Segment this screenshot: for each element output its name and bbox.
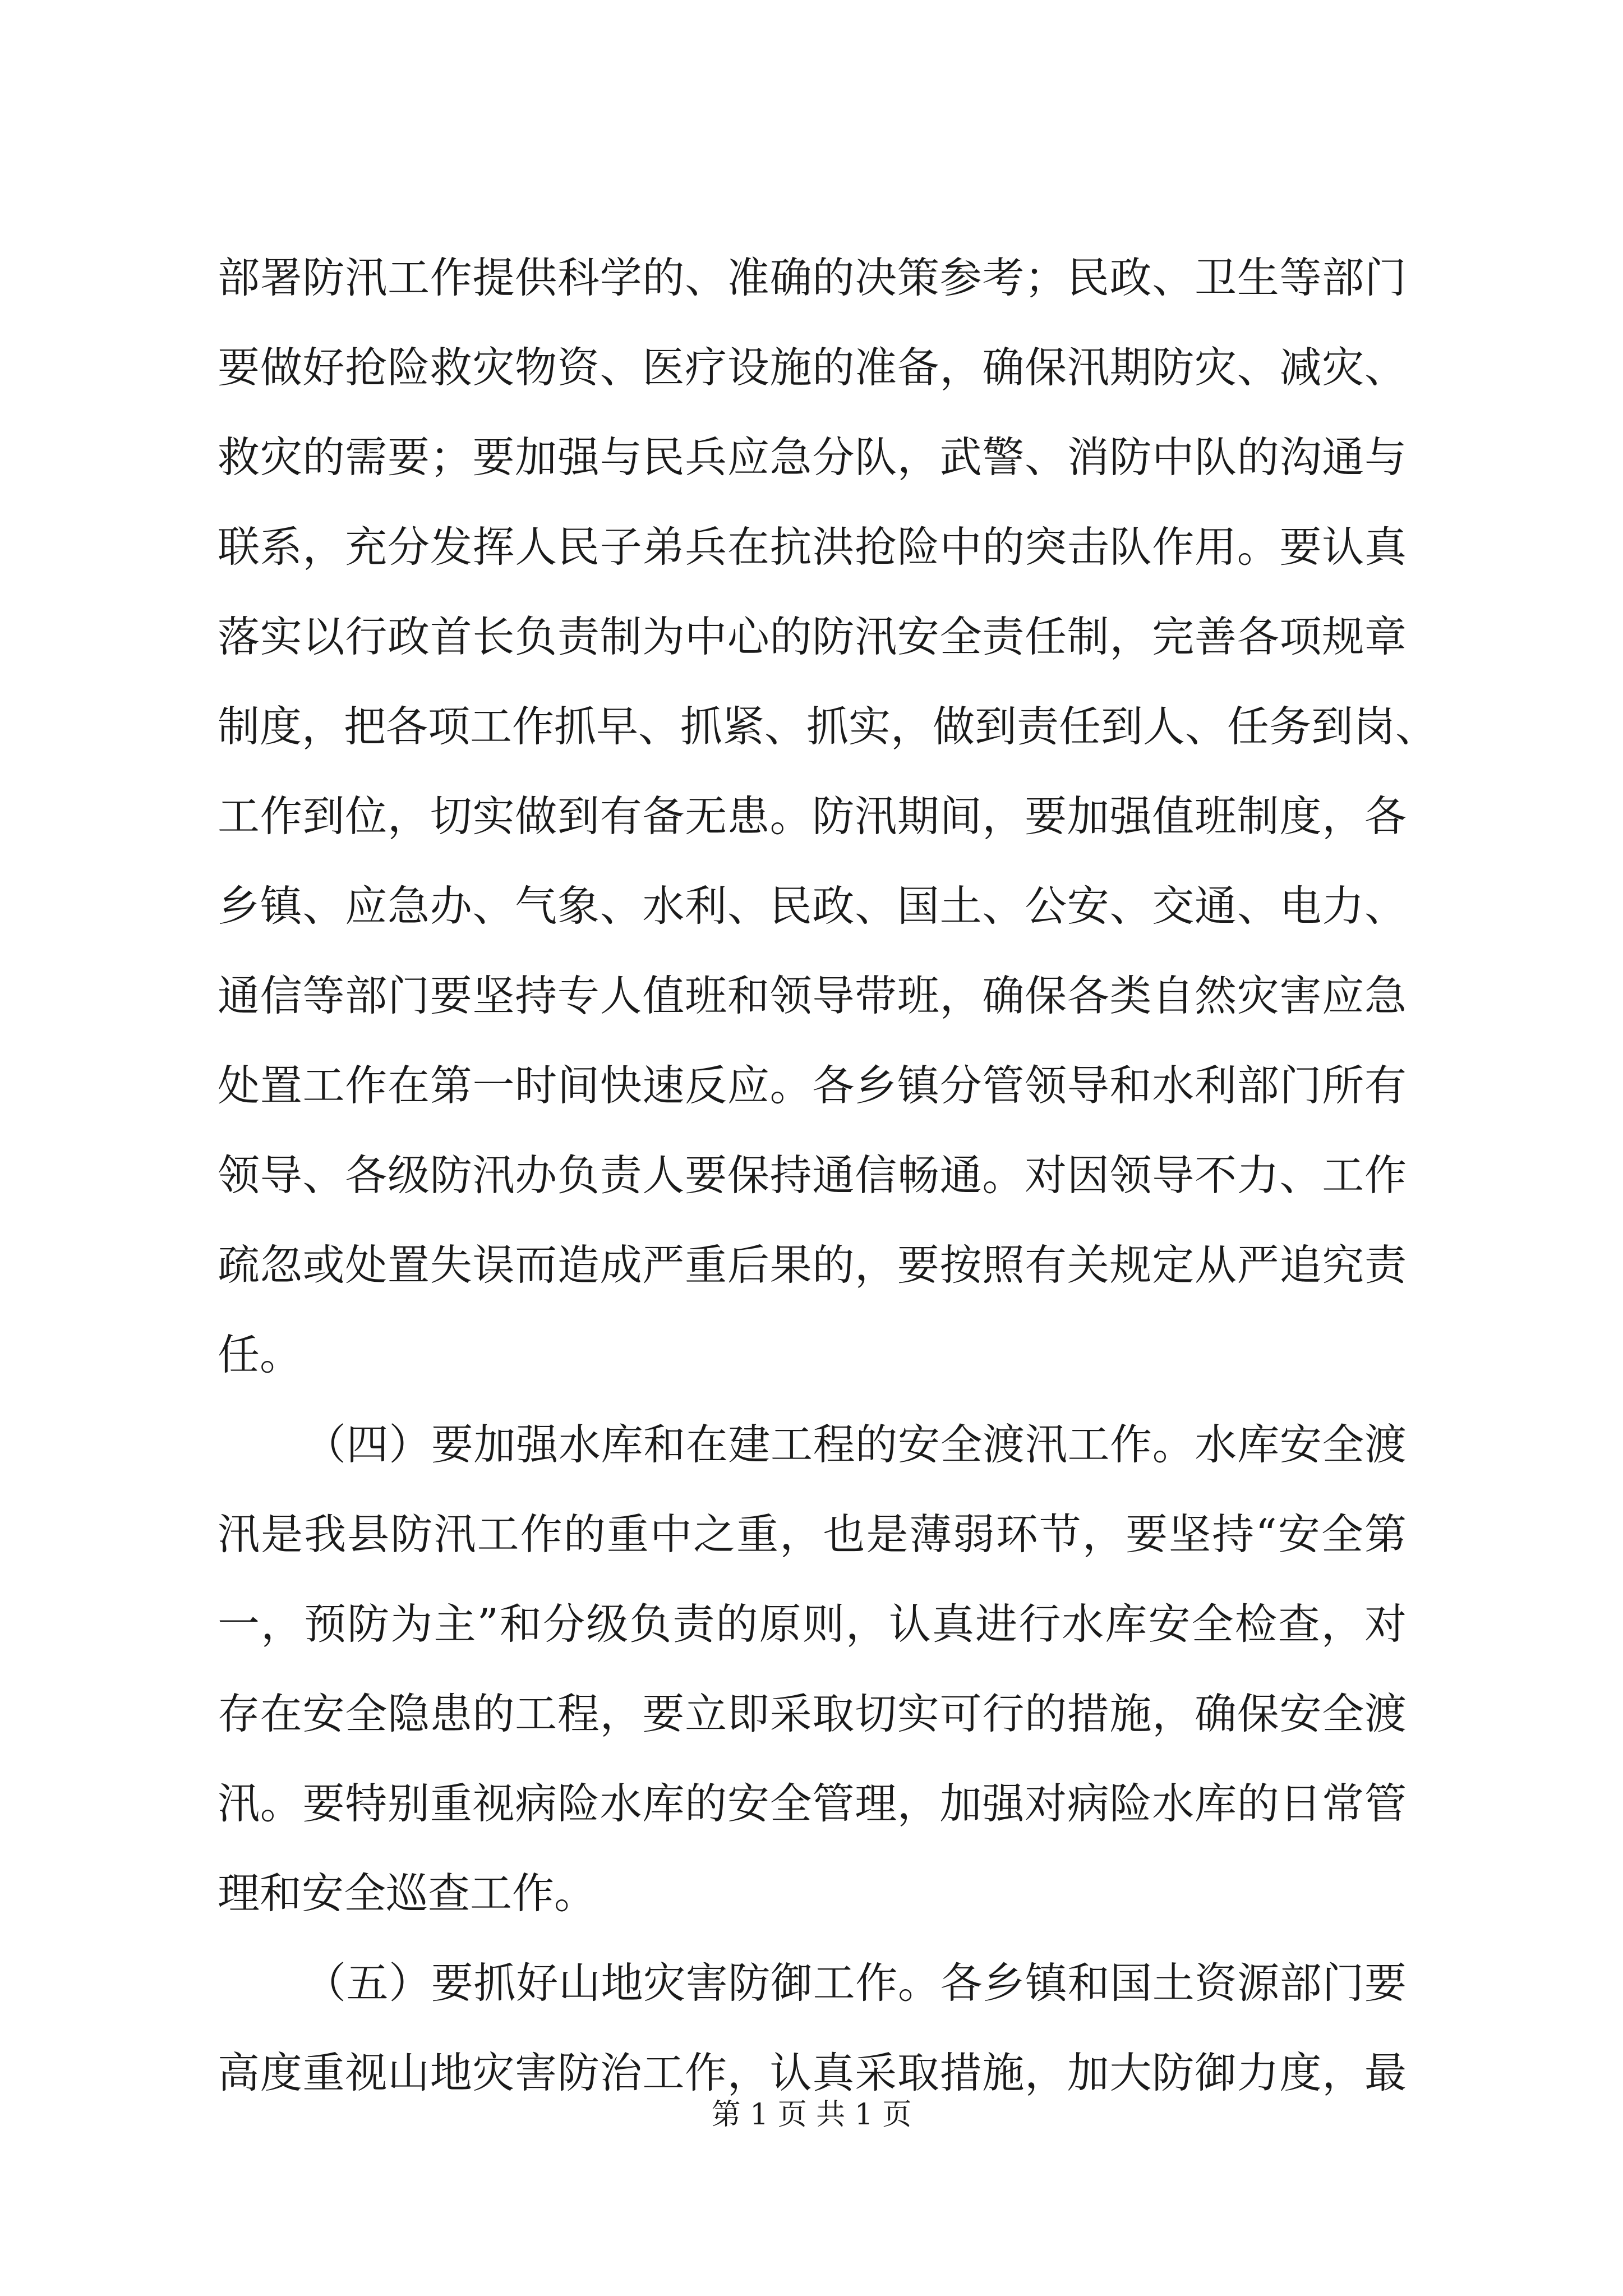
body-text-line: 存在安全隐患的工程，要立即采取切实可行的措施，确保安全渡 [218,1689,1407,1738]
body-text-line: 一，预防为主”和分级负责的原则，认真进行水库安全检查，对 [218,1599,1407,1649]
body-text-line: 疏忽或处置失误而造成严重后果的，要按照有关规定从严追究责 [218,1240,1407,1290]
body-text-line: 汛。要特别重视病险水库的安全管理，加强对病险水库的日常管 [218,1779,1407,1828]
body-text-line: 部署防汛工作提供科学的、准确的决策参考；民政、卫生等部门 [218,253,1407,302]
page-footer: 第 1 页 共 1 页 [711,2098,912,2132]
body-text-line: 要做好抢险救灾物资、医疗设施的准备，确保汛期防灾、减灾、 [218,343,1407,392]
body-text-line: 乡镇、应急办、气象、水利、民政、国土、公安、交通、电力、 [218,881,1407,931]
body-text-line: 领导、各级防汛办负责人要保持通信畅通。对因领导不力、工作 [218,1151,1407,1200]
paragraph-heading-line: （四）要加强水库和在建工程的安全渡汛工作。水库安全渡 [304,1420,1407,1469]
body-text-line: 通信等部门要坚持专人值班和领导带班，确保各类自然灾害应急 [218,971,1407,1020]
body-text-line: 汛是我县防汛工作的重中之重，也是薄弱环节，要坚持“安全第 [218,1510,1407,1559]
body-text-line: 工作到位，切实做到有备无患。防汛期间，要加强值班制度，各 [218,792,1407,841]
body-text-line: 理和安全巡查工作。 [218,1869,597,1918]
body-text-line: 处置工作在第一时间快速反应。各乡镇分管领导和水利部门所有 [218,1061,1407,1110]
body-text-line: 制度，把各项工作抓早、抓紧、抓实，做到责任到人、任务到岗、 [218,702,1438,751]
body-text-line: 救灾的需要；要加强与民兵应急分队，武警、消防中队的沟通与 [218,432,1407,482]
body-text-line: 联系，充分发挥人民子弟兵在抗洪抢险中的突击队作用。要认真 [218,522,1407,572]
body-text-line: 高度重视山地灾害防治工作，认真采取措施，加大防御力度，最 [218,2048,1407,2097]
body-text-line: 落实以行政首长负责制为中心的防汛安全责任制，完善各项规章 [218,612,1407,661]
body-text-line: 任。 [218,1330,302,1379]
paragraph-heading-line: （五）要抓好山地灾害防御工作。各乡镇和国土资源部门要 [304,1958,1407,2008]
